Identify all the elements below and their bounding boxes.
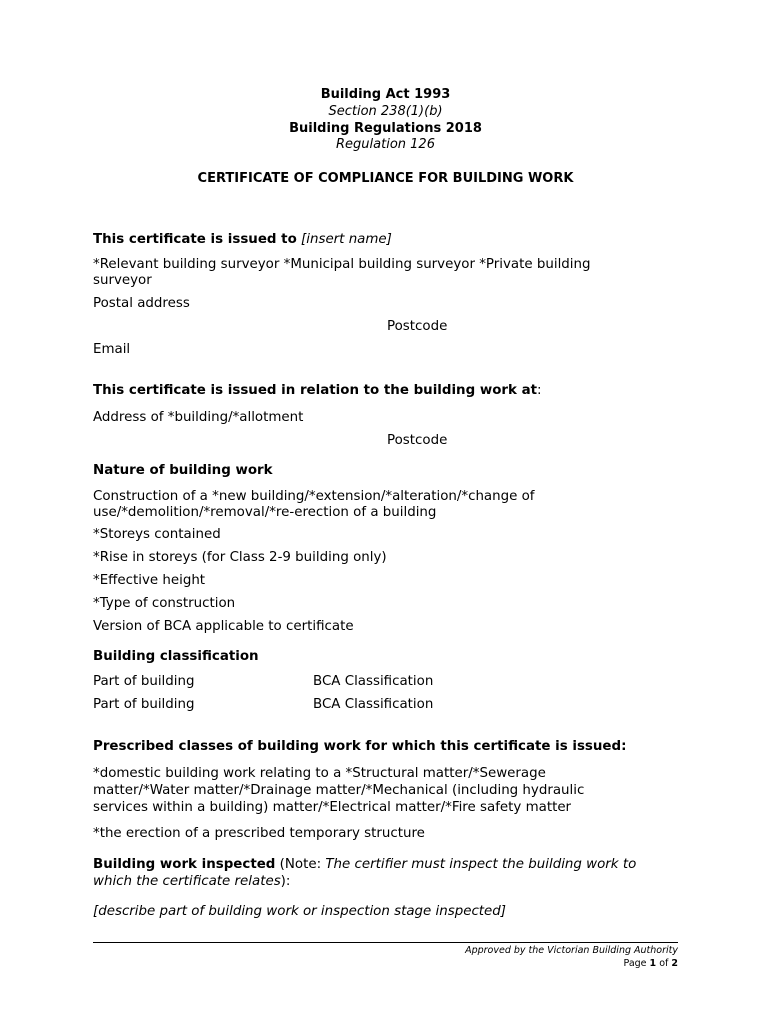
classification-part-2: Part of building [93,697,195,712]
section-ref: Section 238(1)(b) [328,104,443,119]
classification-bca-2: BCA Classification [313,697,434,712]
construction-line1: Construction of a *new building/*extension/*alteration/*change of [93,489,535,504]
issued-to-line [93,232,392,248]
prescribed-line1: *domestic building work relating to a *Structural matter/*Sewerage [93,766,546,781]
surveyor-options-line1: *Relevant building surveyor *Municipal building surveyor *Private building [93,257,591,272]
of-word: of [656,958,672,969]
note-open: (Note: [275,857,326,872]
footer-approved: Approved by the Victorian Building Authority [465,945,678,956]
email-label: Email [93,342,131,357]
page-current: 1 [649,958,657,969]
prescribed-line2: matter/*Water matter/*Drainage matter/*Mechanical (including hydraulic [93,783,585,798]
classification-bca-1: BCA Classification [313,674,434,689]
page-total: 2 [671,958,678,969]
construction-type-label: *Type of construction [93,596,236,611]
temporary-structure-label: *the erection of a prescribed temporary structure [93,826,425,841]
nature-heading: Nature of building work [93,463,273,478]
classification-heading: Building classification [93,649,259,664]
note-text-2: which the certificate relates [93,874,281,889]
footer-divider [93,942,678,943]
regulations-title: Building Regulations 2018 [289,121,482,136]
bca-version-label: Version of BCA applicable to certificate [93,619,354,634]
act-title: Building Act 1993 [320,87,451,102]
page-word: Page [623,958,650,969]
rise-label: *Rise in storeys (for Class 2-9 building only) [93,550,387,565]
postal-address-label: Postal address [93,296,190,311]
storeys-label: *Storeys contained [93,527,221,542]
inspected-heading: Building work inspected [93,857,276,872]
issued-to-label: This certificate is issued to [93,232,297,247]
surveyor-options-line2: surveyor [93,273,152,288]
building-address-label: Address of *building/*allotment [93,410,304,425]
inspected-line2 [93,874,290,890]
page-number [624,958,678,970]
prescribed-line3: services within a building) matter/*Electrical matter/*Fire safety matter [93,800,572,815]
note-close: ): [280,874,291,889]
prescribed-heading: Prescribed classes of building work for which this certificate is issued: [93,739,627,754]
classification-part-1: Part of building [93,674,195,689]
construction-line2: use/*demolition/*removal/*re-erection of a building [93,505,437,520]
inspected-line1 [93,857,636,873]
insert-name-placeholder: [insert name] [301,232,392,247]
postcode-label: Postcode [387,319,448,334]
effective-height-label: *Effective height [93,573,206,588]
relation-line [93,383,542,399]
relation-label: This certificate is issued in relation to the building work at [93,383,538,398]
building-postcode-label: Postcode [387,433,448,448]
relation-colon: : [537,383,542,398]
regulation-ref: Regulation 126 [336,137,435,152]
note-text-1: The certifier must inspect the building work to [325,857,637,872]
certificate-title: CERTIFICATE OF COMPLIANCE FOR BUILDING WORK [197,171,574,186]
describe-placeholder: [describe part of building work or inspection stage inspected] [93,904,507,919]
